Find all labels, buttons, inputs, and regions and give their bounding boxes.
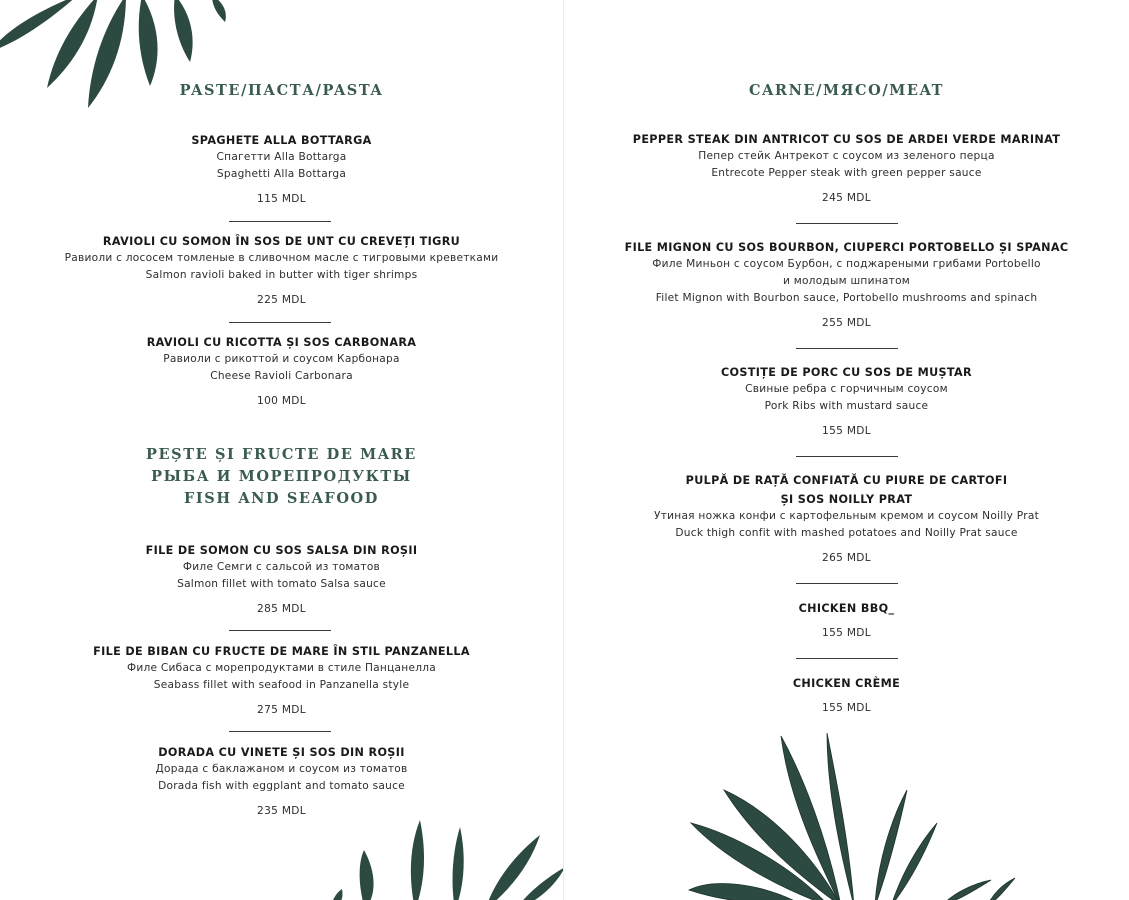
dish-name: COSTIȚE DE PORC CU SOS DE MUȘTAR <box>720 366 973 379</box>
dish-description-en: Entrecote Pepper steak with green pepper sauce <box>711 167 982 179</box>
dish-price: 115 MDL <box>257 193 306 205</box>
dish-description-ru: Спагетти Alla Bottarga <box>216 151 347 163</box>
right-menu-page <box>564 0 1129 900</box>
menu-item <box>564 239 1129 332</box>
dish-description-en: Cheese Ravioli Carbonara <box>210 370 353 382</box>
dish-description-ru: Утиная ножка конфи с картофельным кремом и соусом Noilly Prat <box>654 510 1039 522</box>
dish-name: DORADA CU VINETE ȘI SOS DIN ROȘII <box>158 746 405 759</box>
dish-description-ru: Свиные ребра с горчичным соусом <box>745 383 948 395</box>
dish-description-ru: Филе Сибаса с морепродуктами в стиле Панцанелла <box>126 662 437 674</box>
dish-name: FILE DE BIBAN CU FRUCTE DE MARE ÎN STIL PANZANELLA <box>93 645 470 658</box>
dish-description-ru: Дорада с баклажаном и соусом из томатов <box>155 763 408 775</box>
dish-price: 100 MDL <box>257 395 306 407</box>
menu-item <box>564 675 1129 717</box>
dish-price: 225 MDL <box>257 294 306 306</box>
dish-description-en: Spaghetti Alla Bottarga <box>216 168 347 180</box>
dish-price: 155 MDL <box>822 702 871 714</box>
menu-item <box>564 364 1129 440</box>
menu-item <box>564 131 1129 207</box>
dish-price: 275 MDL <box>257 704 306 716</box>
dish-description-ru: Равиоли с рикоттой и соусом Карбонара <box>163 353 400 365</box>
section-title-pasta: PASTE/ПАСТА/PASTA <box>179 82 384 99</box>
dish-description-ru-cont: и молодым шпинатом <box>782 275 911 287</box>
item-separator <box>229 731 331 732</box>
dish-description-ru: Филе Миньон с соусом Бурбон, с поджареными грибами Portobello <box>652 258 1041 270</box>
dish-name: RAVIOLI CU SOMON ÎN SOS DE UNT CU CREVEȚI TIGRU <box>102 235 461 248</box>
item-separator <box>229 630 331 631</box>
item-separator <box>796 583 898 584</box>
dish-description-en: Pork Ribs with mustard sauce <box>764 400 929 412</box>
dish-price: 245 MDL <box>822 192 871 204</box>
dish-name: FILE MIGNON CU SOS BOURBON, CIUPERCI PORTOBELLO ȘI SPANAC <box>624 241 1069 254</box>
dish-price: 255 MDL <box>822 317 871 329</box>
left-menu-page <box>0 0 563 900</box>
dish-description-ru: Филе Семги с сальсой из томатов <box>182 561 381 573</box>
dish-name-cont: ȘI SOS NOILLY PRAT <box>780 493 913 506</box>
item-separator <box>229 221 331 222</box>
dish-name: FILE DE SOMON CU SOS SALSA DIN ROȘII <box>145 544 418 557</box>
item-separator <box>796 456 898 457</box>
dish-name: PULPĂ DE RAȚĂ CONFIATĂ CU PIURE DE CARTOFI <box>685 474 1008 487</box>
dish-price: 155 MDL <box>822 425 871 437</box>
palm-leaf-decoration-bottom-right <box>679 728 1129 900</box>
section-title-fish-seafood: PEȘTE ȘI FRUCTE DE MARE РЫБА И МОРЕПРОДУКТЫ FISH AND SEAFOOD <box>146 446 417 507</box>
dish-description-en: Seabass fillet with seafood in Panzanella style <box>153 679 410 691</box>
dish-description-en: Filet Mignon with Bourbon sauce, Portobello mushrooms and spinach <box>655 292 1038 304</box>
item-separator <box>796 658 898 659</box>
dish-description-ru: Равиоли с лососем томленые в сливочном масле с тигровыми креветками <box>64 252 499 264</box>
dish-description-en: Dorada fish with eggplant and tomato sauce <box>158 780 405 792</box>
dish-description-en: Duck thigh confit with mashed potatoes and Noilly Prat sauce <box>675 527 1018 539</box>
item-separator <box>796 348 898 349</box>
dish-name: CHICKEN CRÈME <box>792 677 901 690</box>
dish-name: PEPPER STEAK DIN ANTRICOT CU SOS DE ARDEI VERDE MARINAT <box>632 133 1061 146</box>
dish-description-en: Salmon fillet with tomato Salsa sauce <box>177 578 386 590</box>
section-title-meat: CARNE/МЯСО/MEAT <box>748 82 945 99</box>
dish-description-ru: Пепер стейк Антрекот с соусом из зеленого перца <box>698 150 995 162</box>
dish-name: CHICKEN BBQ_ <box>798 602 895 615</box>
menu-item <box>0 132 563 208</box>
menu-item <box>564 472 1129 567</box>
dish-price: 155 MDL <box>822 627 871 639</box>
menu-item <box>564 600 1129 642</box>
palm-leaf-decoration-bottom-left <box>320 815 563 900</box>
dish-name: RAVIOLI CU RICOTTA ȘI SOS CARBONARA <box>146 336 417 349</box>
menu-item <box>0 233 563 309</box>
dish-description-en: Salmon ravioli baked in butter with tiger shrimps <box>145 269 418 281</box>
menu-item <box>0 744 563 820</box>
dish-name: SPAGHETE ALLA BOTTARGA <box>191 134 372 147</box>
dish-price: 285 MDL <box>257 603 306 615</box>
menu-item <box>0 643 563 719</box>
dish-price: 235 MDL <box>257 805 306 817</box>
dish-price: 265 MDL <box>822 552 871 564</box>
item-separator <box>796 223 898 224</box>
menu-item <box>0 542 563 618</box>
menu-item <box>0 334 563 410</box>
item-separator <box>229 322 331 323</box>
